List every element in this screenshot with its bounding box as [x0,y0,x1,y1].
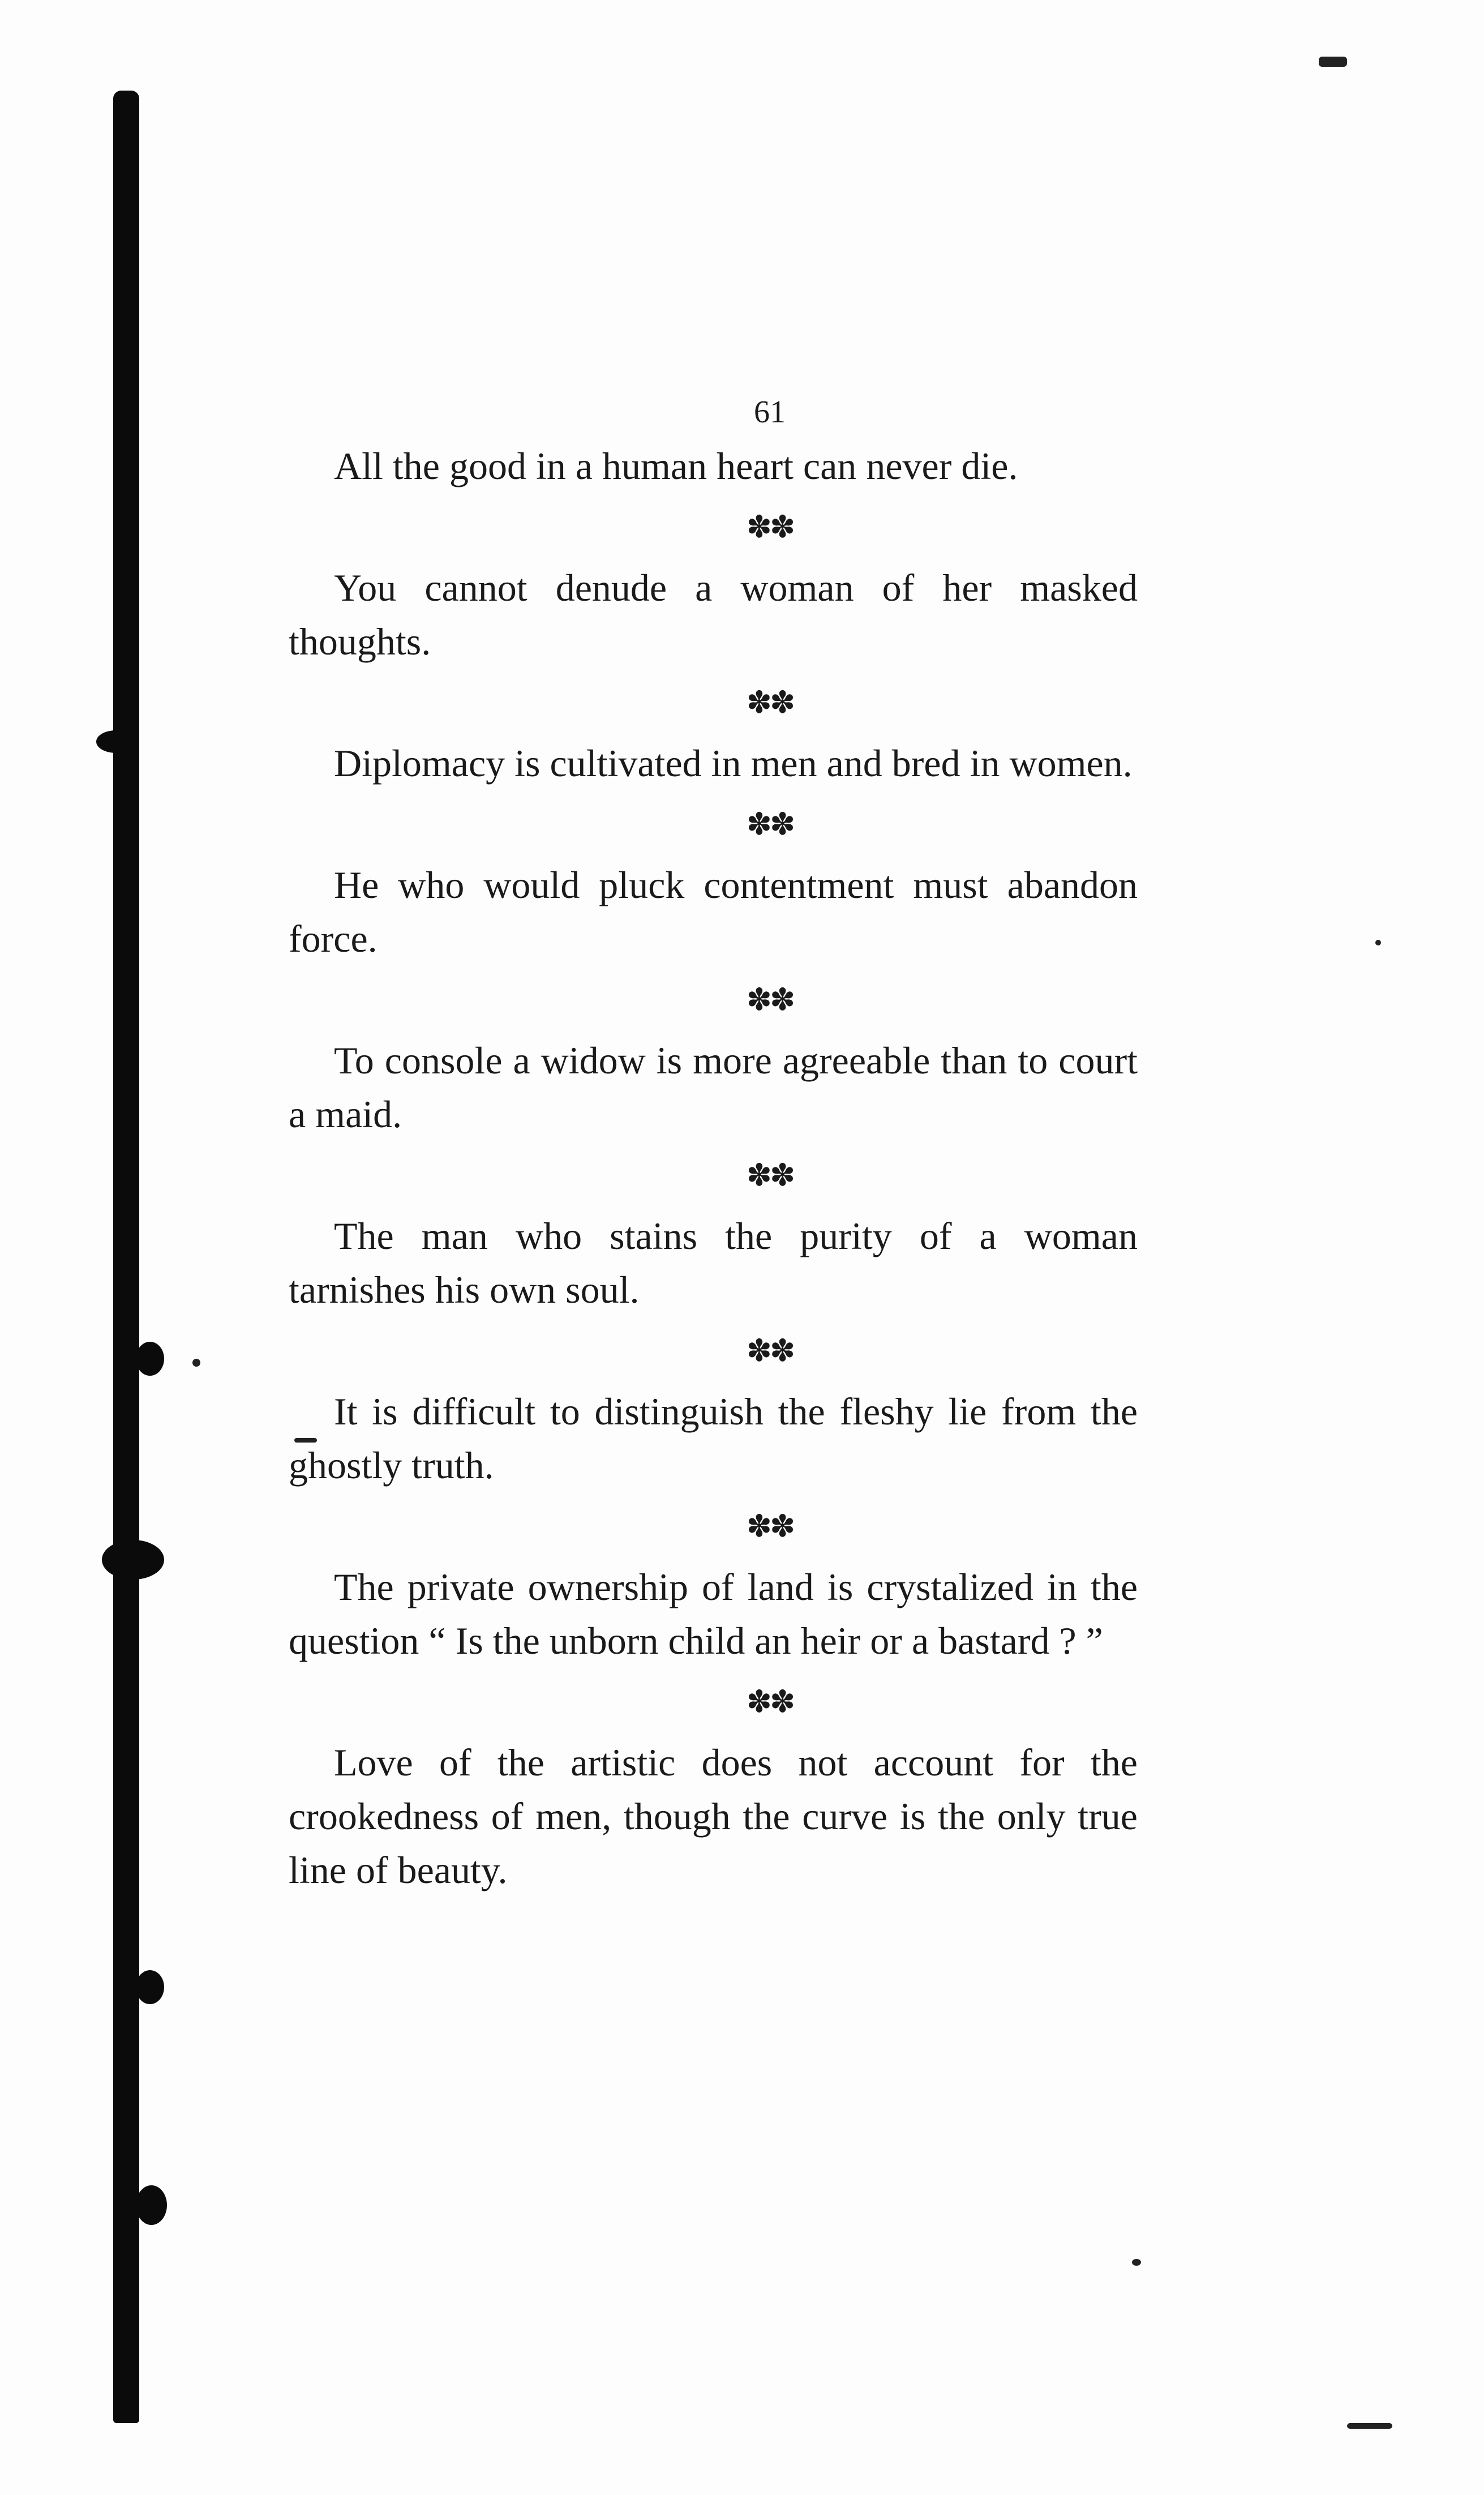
separator-ornament: ✽✽ [746,684,794,720]
separator-ornament: ✽✽ [746,1333,794,1368]
separator-ornament: ✽✽ [746,509,794,545]
binding-mark [136,1342,164,1376]
scan-speck [1132,2259,1141,2266]
scan-speck [192,1359,200,1367]
binding-edge [113,91,139,2423]
scan-speck [1375,940,1381,945]
aphorism-5: To console a widow is more agreeable than to court a maid. [289,1039,1138,1136]
aphorism-1: All the good in a human heart can never die. [334,444,1018,487]
separator-ornament: ✽✽ [746,1157,794,1193]
scan-speck [1319,57,1347,67]
separator-ornament: ✽✽ [746,1684,794,1719]
aphorism-4: He who would pluck contentment must abandon force. [289,863,1138,960]
binding-mark [96,730,136,753]
binding-mark [136,2185,167,2225]
separator-ornament: ✽✽ [746,1508,794,1544]
page-number: 61 [754,395,786,430]
aphorism-2: You cannot denude a woman of her masked thoughts. [289,566,1138,663]
aphorism-9: Love of the artistic does not account for the crookedness of men, though the curve is the only true line of beauty. [289,1741,1138,1891]
binding-mark [102,1540,164,1580]
page-content [289,396,1138,1897]
scan-speck [1347,2423,1392,2429]
aphorism-7: It is difficult to distinguish the fleshy lie from the ghostly truth. [289,1390,1138,1487]
separator-ornament: ✽✽ [746,982,794,1017]
aphorism-6: The man who stains the purity of a woman tarnishes his own soul. [289,1214,1138,1311]
aphorism-8: The private ownership of land is crystalized in the question “ Is the unborn child an heir or a bastard ? ” [289,1565,1138,1662]
separator-ornament: ✽✽ [746,806,794,842]
binding-mark [136,1970,164,2004]
aphorism-3: Diplomacy is cultivated in men and bred in women. [334,742,1133,785]
